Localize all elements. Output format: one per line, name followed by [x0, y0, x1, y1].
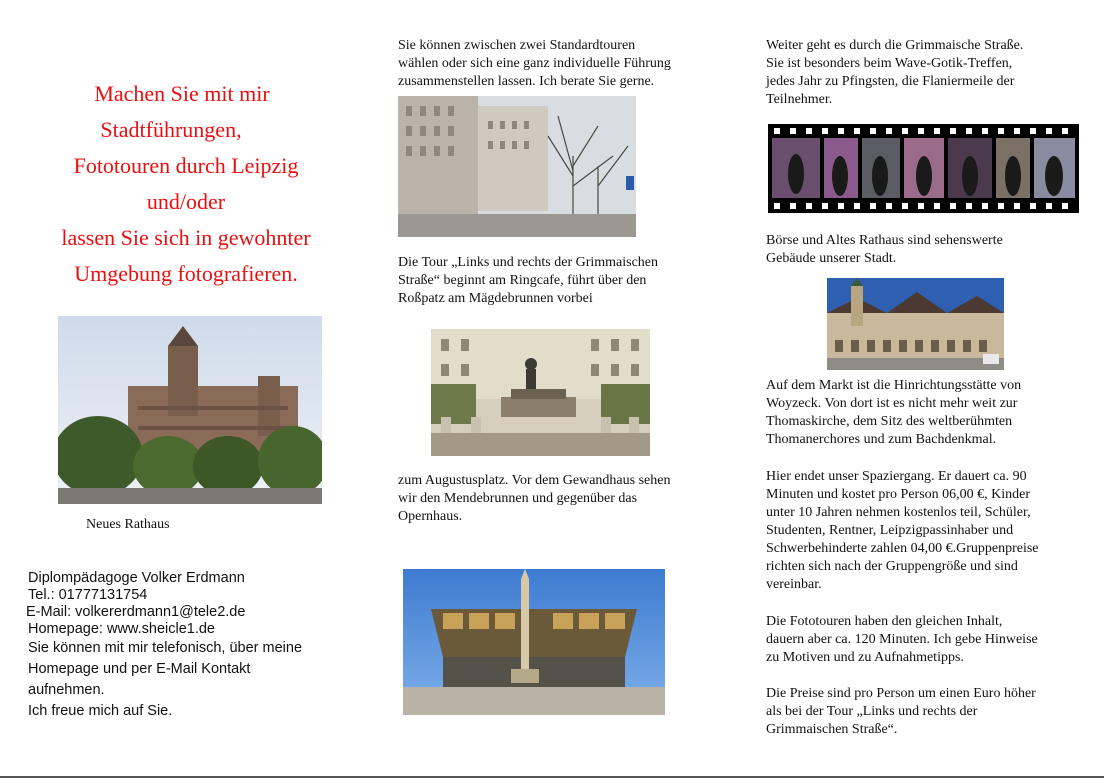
photo-neues-rathaus: [58, 316, 322, 504]
grimma-line: jedes Jahr zu Pfingsten, die Flaniermeile der: [766, 74, 1015, 89]
grimma-line: Sie ist besonders beim Wave-Gotik-Treffen,: [766, 56, 1013, 71]
intro-text: [398, 37, 728, 91]
headline-line: Stadtführungen,: [100, 117, 242, 142]
headline-line: lassen Sie sich in gewohnter: [61, 225, 311, 250]
headline: [38, 76, 334, 292]
end-line: Minuten und kostet pro Person 06,00 €, Kinder: [766, 487, 1031, 502]
tour-line: Die Tour „Links und rechts der Grimmaischen: [398, 255, 659, 270]
end-line: vereinbar.: [766, 577, 822, 592]
boerse-text: [766, 232, 1096, 268]
preis-line: Grimmaischen Straße“.: [766, 722, 898, 737]
boerse-line: Börse und Altes Rathaus sind sehenswerte: [766, 233, 1003, 248]
photo-gewandhaus: [403, 569, 665, 715]
tour-line: Roßpatz am Mägdebrunnen vorbei: [398, 291, 593, 306]
preis-text: [766, 685, 1096, 739]
contact-homepage: Homepage: www.sheicle1.de: [28, 621, 215, 637]
markt-line: Thomanerchores und zum Bachdenkmal.: [766, 432, 997, 447]
headline-line: Fototouren durch Leipzig: [73, 153, 299, 178]
contact-line: Homepage und per E-Mail Kontakt: [28, 661, 251, 677]
photo-altes-rathaus: [827, 278, 1004, 370]
august-line: wir den Mendebrunnen und gegenüber das: [398, 491, 638, 506]
august-line: Opernhaus.: [398, 509, 463, 524]
end-text: [766, 468, 1096, 594]
end-line: richten sich nach der Gruppengröße und sind: [766, 559, 1018, 574]
end-line: unter 10 Jahren nehmen kostenlos teil, Schüler,: [766, 505, 1031, 520]
preis-line: als bei der Tour „Links und rechts der: [766, 704, 978, 719]
photo-street: [398, 96, 636, 237]
tour-text: [398, 254, 728, 308]
photo-caption: Neues Rathaus: [86, 517, 170, 532]
intro-line: Sie können zwischen zwei Standardtouren: [398, 38, 636, 53]
contact-email: E-Mail: volkererdmann1@tele2.de: [26, 604, 246, 620]
august-line: zum Augustusplatz. Vor dem Gewandhaus sehen: [398, 473, 671, 488]
grimma-line: Weiter geht es durch die Grimmaische Straße.: [766, 38, 1024, 53]
end-line: Hier endet unser Spaziergang. Er dauert ca. 90: [766, 469, 1027, 484]
grimma-text: [766, 37, 1096, 109]
page-bottom-divider: [0, 776, 1104, 778]
photo-filmstrip-wave-gotik: [768, 124, 1079, 213]
contact-closing: Ich freue mich auf Sie.: [28, 703, 173, 719]
headline-line: Machen Sie mit mir: [94, 81, 270, 106]
contact-name: Diplompädagoge Volker Erdmann: [28, 570, 245, 586]
photo-maegdebrunnen: [431, 329, 650, 456]
august-text: [398, 472, 728, 526]
boerse-line: Gebäude unserer Stadt.: [766, 251, 897, 266]
contact-tel: Tel.: 01777131754: [28, 587, 148, 603]
intro-line: zusammenstellen lassen. Ich berate Sie gerne.: [398, 74, 655, 89]
headline-line: Umgebung fotografieren.: [74, 261, 298, 286]
contact-line: aufnehmen.: [28, 682, 105, 698]
foto-line: zu Motiven und zu Aufnahmetipps.: [766, 650, 964, 665]
foto-line: dauern aber ca. 120 Minuten. Ich gebe Hinweise: [766, 632, 1038, 647]
intro-line: wählen oder sich eine ganz individuelle Führung: [398, 56, 671, 71]
markt-line: Thomaskirche, dem Sitz des weltberühmten: [766, 414, 1013, 429]
markt-line: Auf dem Markt ist die Hinrichtungsstätte von: [766, 378, 1022, 393]
headline-line: und/oder: [146, 189, 226, 214]
contact-line: Sie können mit mir telefonisch, über meine: [28, 640, 303, 656]
markt-line: Woyzeck. Von dort ist es nicht mehr weit zur: [766, 396, 1018, 411]
end-line: Studenten, Rentner, Leipzigpassinhaber und: [766, 523, 1014, 538]
contact-block: [28, 570, 348, 722]
end-line: Schwerbehinderte zahlen 04,00 €.Gruppenpreise: [766, 541, 1039, 556]
foto-line: Die Fototouren haben den gleichen Inhalt,: [766, 614, 1003, 629]
foto-text: [766, 613, 1096, 667]
preis-line: Die Preise sind pro Person um einen Euro höher: [766, 686, 1036, 701]
markt-text: [766, 377, 1096, 449]
grimma-line: Teilnehmer.: [766, 92, 833, 107]
tour-line: Straße“ beginnt am Ringcafe, führt über den: [398, 273, 647, 288]
